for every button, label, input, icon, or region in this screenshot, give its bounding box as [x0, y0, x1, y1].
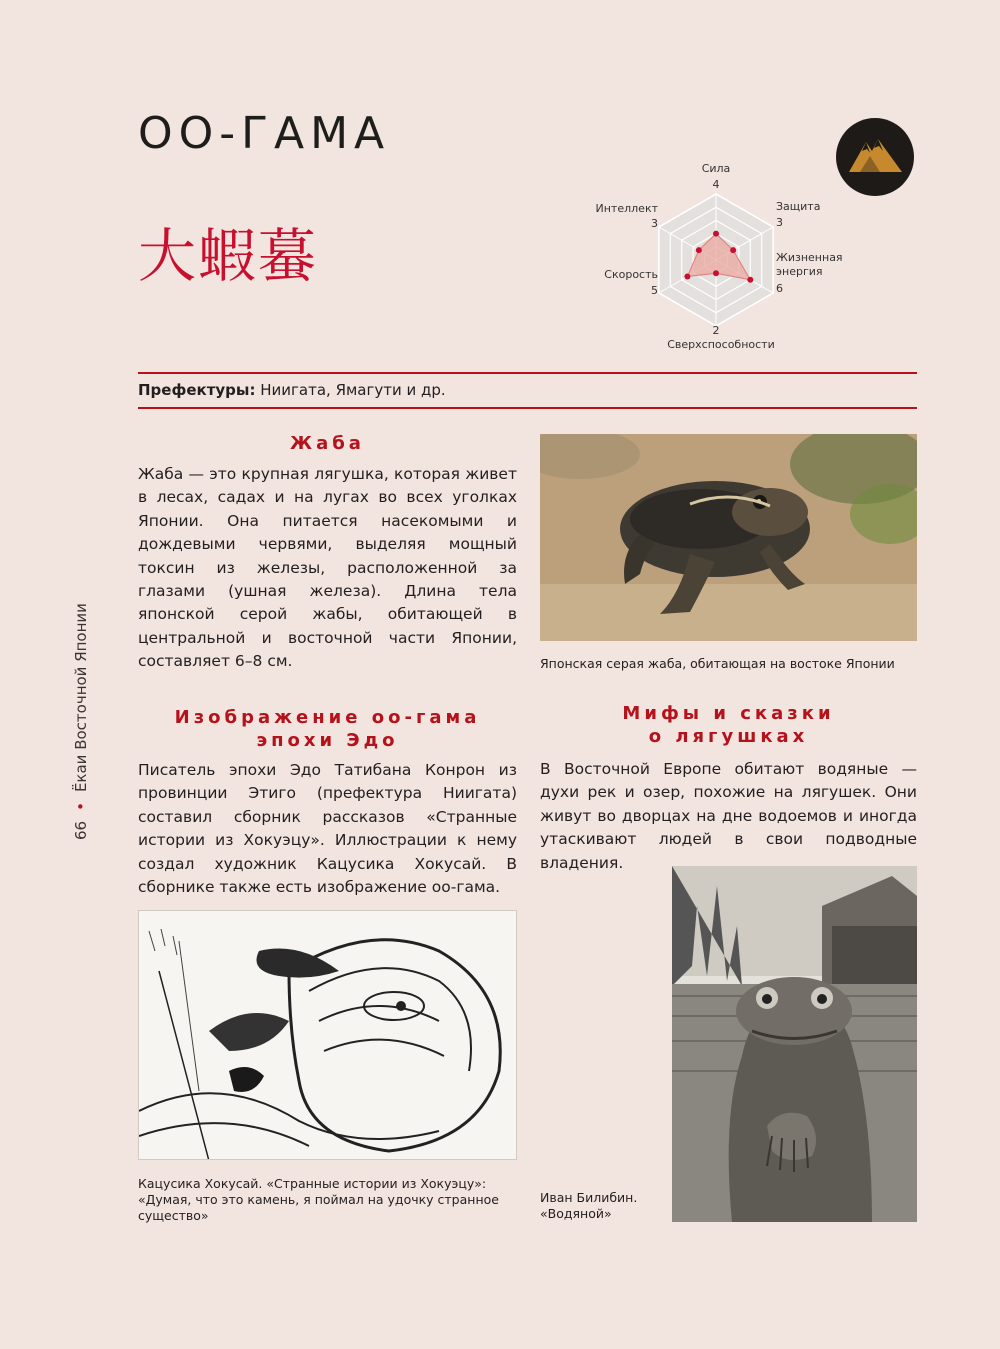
stat-value-intellect: 3 [651, 217, 658, 230]
radar-point-1 [730, 247, 736, 253]
prefectures [138, 380, 446, 400]
divider-bottom [138, 407, 917, 409]
hokusai-caption-line3: существо» [138, 1208, 209, 1223]
stat-label-intellect: Интеллект [595, 202, 658, 215]
section-edo-heading-line2: эпохи Эдо [256, 730, 399, 751]
kanji-name: 大蝦蟇 [138, 222, 319, 290]
divider-top [138, 372, 917, 374]
bilibin-print [672, 866, 917, 1222]
section-toad-text: Жаба — это крупная лягушка, которая живет в лесах, садах и на лугах во всех уголках Японии. Она питается насекомыми и дождевыми червями, выделяя мощный токсин из железы, расположенной за глазами (ушная железа). Длина тела японской серой жабы, обитающей в центральной и восточной части Японии, составляет 6–8 см. [138, 465, 517, 671]
radar-point-2 [747, 277, 753, 283]
stat-label-defense: Защита [776, 200, 821, 213]
hokusai-caption [138, 1176, 517, 1224]
stat-value-speed: 5 [651, 284, 658, 297]
separator-dot: • [72, 802, 90, 811]
stat-label-superpowers: Сверхспособности [667, 338, 775, 351]
hokusai-caption-line1: Кацусика Хокусай. «Странные истории из Хокуэцу»: [138, 1176, 487, 1191]
stat-value-strength: 4 [712, 178, 720, 191]
side-running-head [72, 603, 90, 840]
stat-value-life: 6 [776, 282, 783, 295]
bilibin-caption-line1: Иван Билибин. [540, 1190, 638, 1205]
stat-value-defense: 3 [776, 216, 783, 229]
toad-photo [540, 434, 917, 641]
hokusai-print [138, 910, 517, 1160]
radar-point-5 [696, 247, 702, 253]
page-number: 66 [72, 820, 90, 840]
prefectures-label: Префектуры: [138, 381, 256, 399]
bilibin-caption-line2: «Водяной» [540, 1206, 612, 1221]
prefectures-value: Ниигата, Ямагути и др. [255, 381, 446, 399]
stat-value-superpowers: 2 [712, 324, 720, 337]
radar-point-3 [713, 270, 719, 276]
bilibin-caption [540, 1190, 665, 1222]
stats-radar-chart [585, 155, 875, 360]
stat-label-life-1: Жизненная [776, 251, 843, 264]
section-myths-heading-line1: Мифы и сказки [622, 703, 835, 724]
section-edo-heading [138, 706, 517, 752]
section-edo-heading-line1: Изображение оо-гама [174, 707, 481, 728]
section-myths-heading-line2: о лягушках [648, 726, 809, 747]
stat-label-life-2: энергия [776, 265, 823, 278]
stat-label-strength: Сила [701, 162, 731, 175]
book-title: Ёкаи Восточной Японии [72, 603, 90, 793]
stat-label-speed: Скорость [604, 268, 658, 281]
radar-point-4 [684, 274, 690, 280]
section-myths-text: В Восточной Европе обитают водяные — духи рек и озер, похожие на лягушек. Они живут во дворцах на дне водоемов и иногда утаскивают людей в свои подводные владения. [540, 760, 917, 872]
toad-photo-caption: Японская серая жаба, обитающая на востоке Японии [540, 656, 895, 671]
section-edo-text: Писатель эпохи Эдо Татибана Конрон из провинции Этиго (префектура Ниигата) составил сборник рассказов «Странные истории из Хокуэцу». Иллюстрации к нему создал художник Кацусика Хокусай. В сборнике также есть изображение оо-гама. [138, 761, 517, 897]
section-myths-heading [540, 702, 917, 748]
page-title: ОО-ГАМА [138, 108, 391, 159]
section-toad-heading: Жаба [290, 433, 365, 454]
hokusai-caption-line2: «Думая, что это камень, я поймал на удочку странное [138, 1192, 499, 1207]
radar-point-0 [713, 231, 719, 237]
